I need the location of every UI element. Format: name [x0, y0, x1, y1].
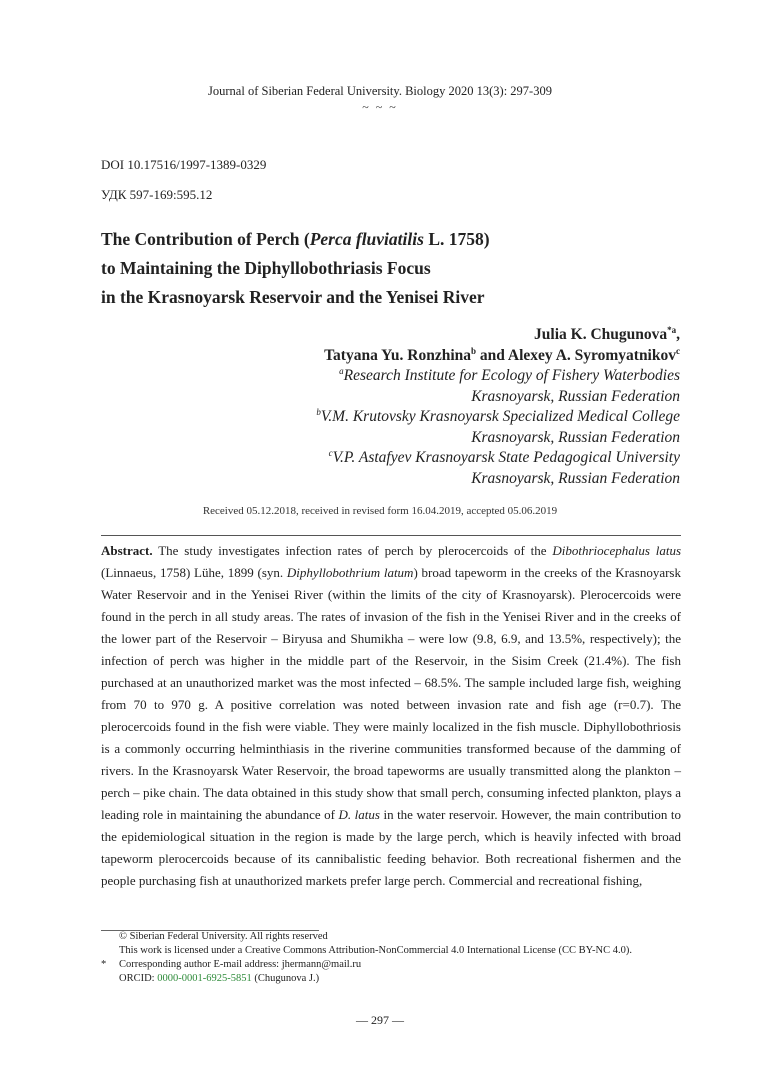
authors-block — [120, 325, 680, 489]
affiliation-c: $^c$V.P. Astafyev Krasnoyarsk State Pedagogical University — [328, 447, 680, 466]
affiliation-c-place: Krasnoyarsk, Russian Federation — [471, 469, 680, 487]
article-title — [101, 225, 701, 312]
abstract: Abstract. The study investigates infection rates of perch by plerocercoids of the Dibothriocephalus latus (Linnaeus, 1758) Lühe, 1899 (syn. Diphyllobothrium latum) broad tapeworm in the creeks of the Krasnoyarsk Water Reservoir and in the Yenisei River (within the limits of the city of Krasnoyarsk). Plerocercoids were found in the perch in all study areas. The rates of invasion of the fish in the Yenisei River and in the creeks of the lower part of the Reservoir – Biryusa and Shumikha – were low (9.8, 6.9, and 13.5%, respectively); the infection of perch was higher in the middle part of the Reservoir, in the Sisim Creek (21.4%). The fish purchased at an unauthorized market was the most infected – 68.5%. The sample included large fish, weighing from 70 to 970 g. A positive correlation was noted between invasion rate and fish age (r=0.7). The plerocercoids found in the fish were viable. They were mainly localized in the fish muscle. Diphyllobothriosis is a commonly occurring helminthiasis in the riverine communities transformed because of the damming of rivers. In the Krasnoyarsk Water Reservoir, the broad tapeworms are usually transmitted along the plankton – perch – pike chain. The data obtained in this study show that small perch, consuming infected plankton, plays a leading role in maintaining the abundance of D. latus in the water reservoir. However, the main contribution to the epidemiological situation in the region is made by the large perch, which is heavily infected with broad tapeworm plerocercoids because of its cannibalistic feeding behavior. Both recreational fishermen and the people purchasing fish at unauthorized markets prefer large perch. Commercial and recreational fishing, — [101, 543, 682, 888]
abstract-divider — [101, 535, 681, 536]
author-line-2: Tatyana Yu. Ronzhina$^b$ and Alexey A. Syromyatnikov$^c$ — [324, 345, 680, 364]
affiliation-b: $^b$V.M. Krutovsky Krasnoyarsk Specialized Medical College — [316, 406, 680, 425]
footnotes — [101, 930, 691, 986]
affiliation-a: $^a$Research Institute for Ecology of Fishery Waterbodies — [339, 365, 680, 384]
orcid-link[interactable]: 0000-0001-6925-5851 — [157, 973, 252, 984]
title-line-1: The Contribution of Perch (Perca fluviatilis L. 1758) — [101, 229, 490, 249]
author-line-1: Julia K. Chugunova$^{*a}$, — [534, 324, 680, 343]
affiliation-a-place: Krasnoyarsk, Russian Federation — [471, 387, 680, 405]
title-line-2: to Maintaining the Diphyllobothriasis Focus — [101, 258, 431, 278]
copyright-note: © Siberian Federal University. All rights reserved — [119, 931, 328, 942]
title-line-3: in the Krasnoyarsk Reservoir and the Yenisei River — [101, 287, 485, 307]
header-ornament: ~ ~ ~ — [362, 100, 398, 114]
doi: DOI 10.17516/1997-1389-0329 — [101, 157, 267, 172]
license-note: This work is licensed under a Creative Commons Attribution-NonCommercial 4.0 International License (CC BY-NC 4.0). — [119, 945, 632, 956]
orcid-note: ORCID: 0000-0001-6925-5851 (Chugunova J.) — [119, 973, 320, 984]
affiliation-b-place: Krasnoyarsk, Russian Federation — [471, 428, 680, 446]
abstract-label: Abstract. — [101, 543, 153, 558]
corresponding-author-note: * Corresponding author E-mail address: jhermann@mail.ru — [101, 959, 362, 970]
page-number: — 297 — — [356, 1013, 404, 1027]
journal-header: Journal of Siberian Federal University. Biology 2020 13(3): 297-309 — [208, 84, 552, 98]
received-dates: Received 05.12.2018, received in revised form 16.04.2019, accepted 05.06.2019 — [202, 505, 558, 517]
udk: УДК 597-169:595.12 — [101, 187, 213, 202]
